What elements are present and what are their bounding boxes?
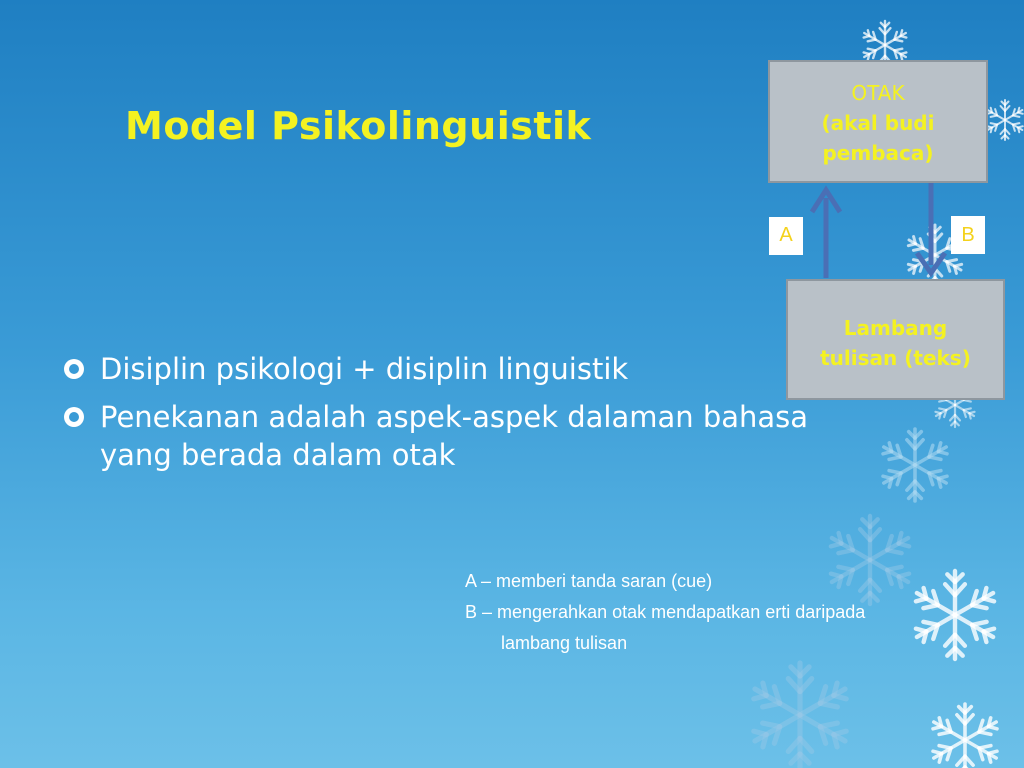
legend-notes	[465, 566, 1005, 659]
note-a: A – memberi tanda saran (cue)	[465, 571, 713, 591]
otak-label: OTAK	[851, 81, 905, 105]
bullet-item	[64, 398, 824, 474]
bullet-item	[64, 350, 824, 388]
label-a: A	[769, 217, 803, 255]
snowflake-icon	[749, 663, 851, 767]
lambang-sublabel: tulisan (teks)	[820, 346, 971, 370]
snowflake-icon	[930, 704, 1000, 768]
slide-title: Model Psikolinguistik	[125, 104, 592, 148]
bullet-list	[64, 350, 824, 484]
snowflake-icon	[985, 100, 1024, 140]
note-b: B – mengerahkan otak mendapatkan erti daripada	[465, 602, 866, 622]
ring-bullet-icon	[64, 359, 84, 379]
otak-sublabel: (akal budi	[821, 111, 935, 135]
otak-sublabel: pembaca)	[822, 141, 934, 165]
lambang-box	[786, 279, 1005, 400]
label-b: B	[951, 216, 985, 254]
snowflake-icon	[880, 429, 950, 501]
otak-box	[768, 60, 988, 183]
ring-bullet-icon	[64, 407, 84, 427]
bullet-text: Penekanan adalah aspek-aspek dalaman bahasa yang berada dalam otak	[100, 400, 809, 472]
note-b-continued: lambang tulisan	[501, 633, 628, 653]
lambang-label: Lambang	[843, 316, 948, 340]
bullet-text: Disiplin psikologi + disiplin linguistik	[100, 352, 629, 386]
